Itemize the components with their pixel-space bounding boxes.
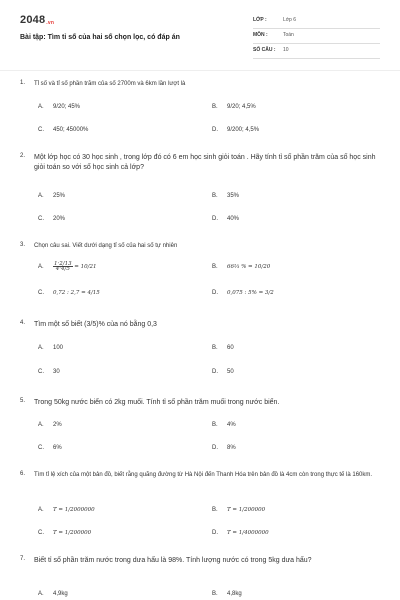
question-7 [20, 556, 382, 600]
option-b[interactable]: B. 4,8kg [212, 591, 242, 597]
question-number: 3. [20, 242, 26, 248]
option-a[interactable]: A. 100 [38, 345, 64, 351]
option-c[interactable]: C. 0,72 : 2,7 = 4/15 [38, 290, 100, 296]
site-logo[interactable]: 2048.vn [20, 14, 55, 26]
option-c[interactable]: C. 30 [38, 369, 60, 375]
meta-row-grade [253, 14, 380, 29]
question-6 [20, 471, 382, 541]
option-a[interactable]: A. 2% [38, 422, 62, 428]
option-c[interactable]: C. 6% [38, 445, 62, 451]
option-c[interactable]: C. 20% [38, 216, 66, 222]
question-number: 5. [20, 398, 26, 404]
option-c[interactable]: C. T = 1/200000 [38, 530, 92, 536]
option-a[interactable]: A. $\frac{1\cdot 2/13}{4\cdot 4/5}$ = 10/21 [38, 261, 97, 272]
question-1 [20, 80, 382, 140]
question-5 [20, 398, 382, 458]
meta-value: Toán [283, 32, 294, 38]
question-3 [20, 242, 382, 307]
exercise-title: Bài tập: Tìm tỉ số của hai số chọn lọc, có đáp án [20, 34, 180, 41]
meta-row-subject [253, 29, 380, 44]
question-text: Một lớp học có 30 học sinh , trong lớp đó có 6 em học sinh giỏi toán . Hãy tính tỉ số phần trăm của số học sinh giỏi toán so với số học sinh cả lớp? [34, 154, 376, 171]
meta-value: Lớp 6 [283, 17, 297, 23]
option-a[interactable]: A. 9/20; 45% [38, 104, 81, 110]
question-text: Tìm tỉ lệ xích của một bản đồ, biết rằng quãng đường từ Hà Nội đến Thanh Hóa trên bản đồ là 4cm còn trong thực tế là 160km. [34, 472, 373, 478]
question-number: 2. [20, 153, 26, 159]
question-text: Tỉ số và tỉ số phần trăm của số 2700m và 6km lần lượt là [34, 81, 186, 87]
option-a[interactable]: A. 25% [38, 193, 66, 199]
question-number: 7. [20, 556, 26, 562]
meta-label: MÔN : [253, 32, 268, 38]
option-b[interactable]: B. 9/20; 4,5% [212, 104, 256, 110]
option-b[interactable]: B. 35% [212, 193, 240, 199]
page-header [20, 14, 380, 58]
option-b[interactable]: B. 4% [212, 422, 236, 428]
option-d[interactable]: D. 40% [212, 216, 240, 222]
exercise-meta [253, 14, 380, 59]
question-text: Chọn câu sai. Viết dưới dạng tỉ số của hai số tự nhiên [34, 243, 178, 249]
question-number: 4. [20, 320, 26, 326]
option-d[interactable]: D. 0,075 : 5% = 3/2 [212, 290, 274, 296]
option-b[interactable]: B. T = 1/200000 [212, 507, 266, 513]
question-number: 6. [20, 471, 26, 477]
option-b[interactable]: B. 66⅔ % = 10/20 [212, 264, 271, 270]
question-2 [20, 153, 382, 228]
meta-value: 10 [283, 47, 289, 53]
complex-fraction: $\frac{1\cdot 2/13}{4\cdot 4/5}$ [54, 261, 72, 272]
question-number: 1. [20, 80, 26, 86]
question-text: Tìm một số biết (3/5)% của nó bằng 0,3 [34, 321, 157, 328]
option-a[interactable]: A. 4,9kg [38, 591, 68, 597]
meta-row-count [253, 44, 380, 59]
option-a[interactable]: A. T = 1/2000000 [38, 507, 95, 513]
option-d[interactable]: D. 8% [212, 445, 236, 451]
question-text: Biết tỉ số phần trăm nước trong dưa hấu là 98%. Tính lượng nước có trong 5kg dưa hấu? [34, 557, 312, 564]
option-c[interactable]: C. 450; 45000% [38, 127, 89, 133]
option-d[interactable]: D. 9/200; 4,5% [212, 127, 260, 133]
option-d[interactable]: D. 50 [212, 369, 234, 375]
option-b[interactable]: B. 60 [212, 345, 234, 351]
meta-label: LỚP : [253, 17, 267, 23]
meta-label: SỐ CÂU : [253, 47, 276, 53]
header-divider [0, 70, 400, 71]
question-text: Trong 50kg nước biển có 2kg muối. Tính tỉ số phần trăm muối trong nước biển. [34, 399, 280, 406]
option-d[interactable]: D. T = 1/4000000 [212, 530, 269, 536]
question-4 [20, 320, 382, 382]
